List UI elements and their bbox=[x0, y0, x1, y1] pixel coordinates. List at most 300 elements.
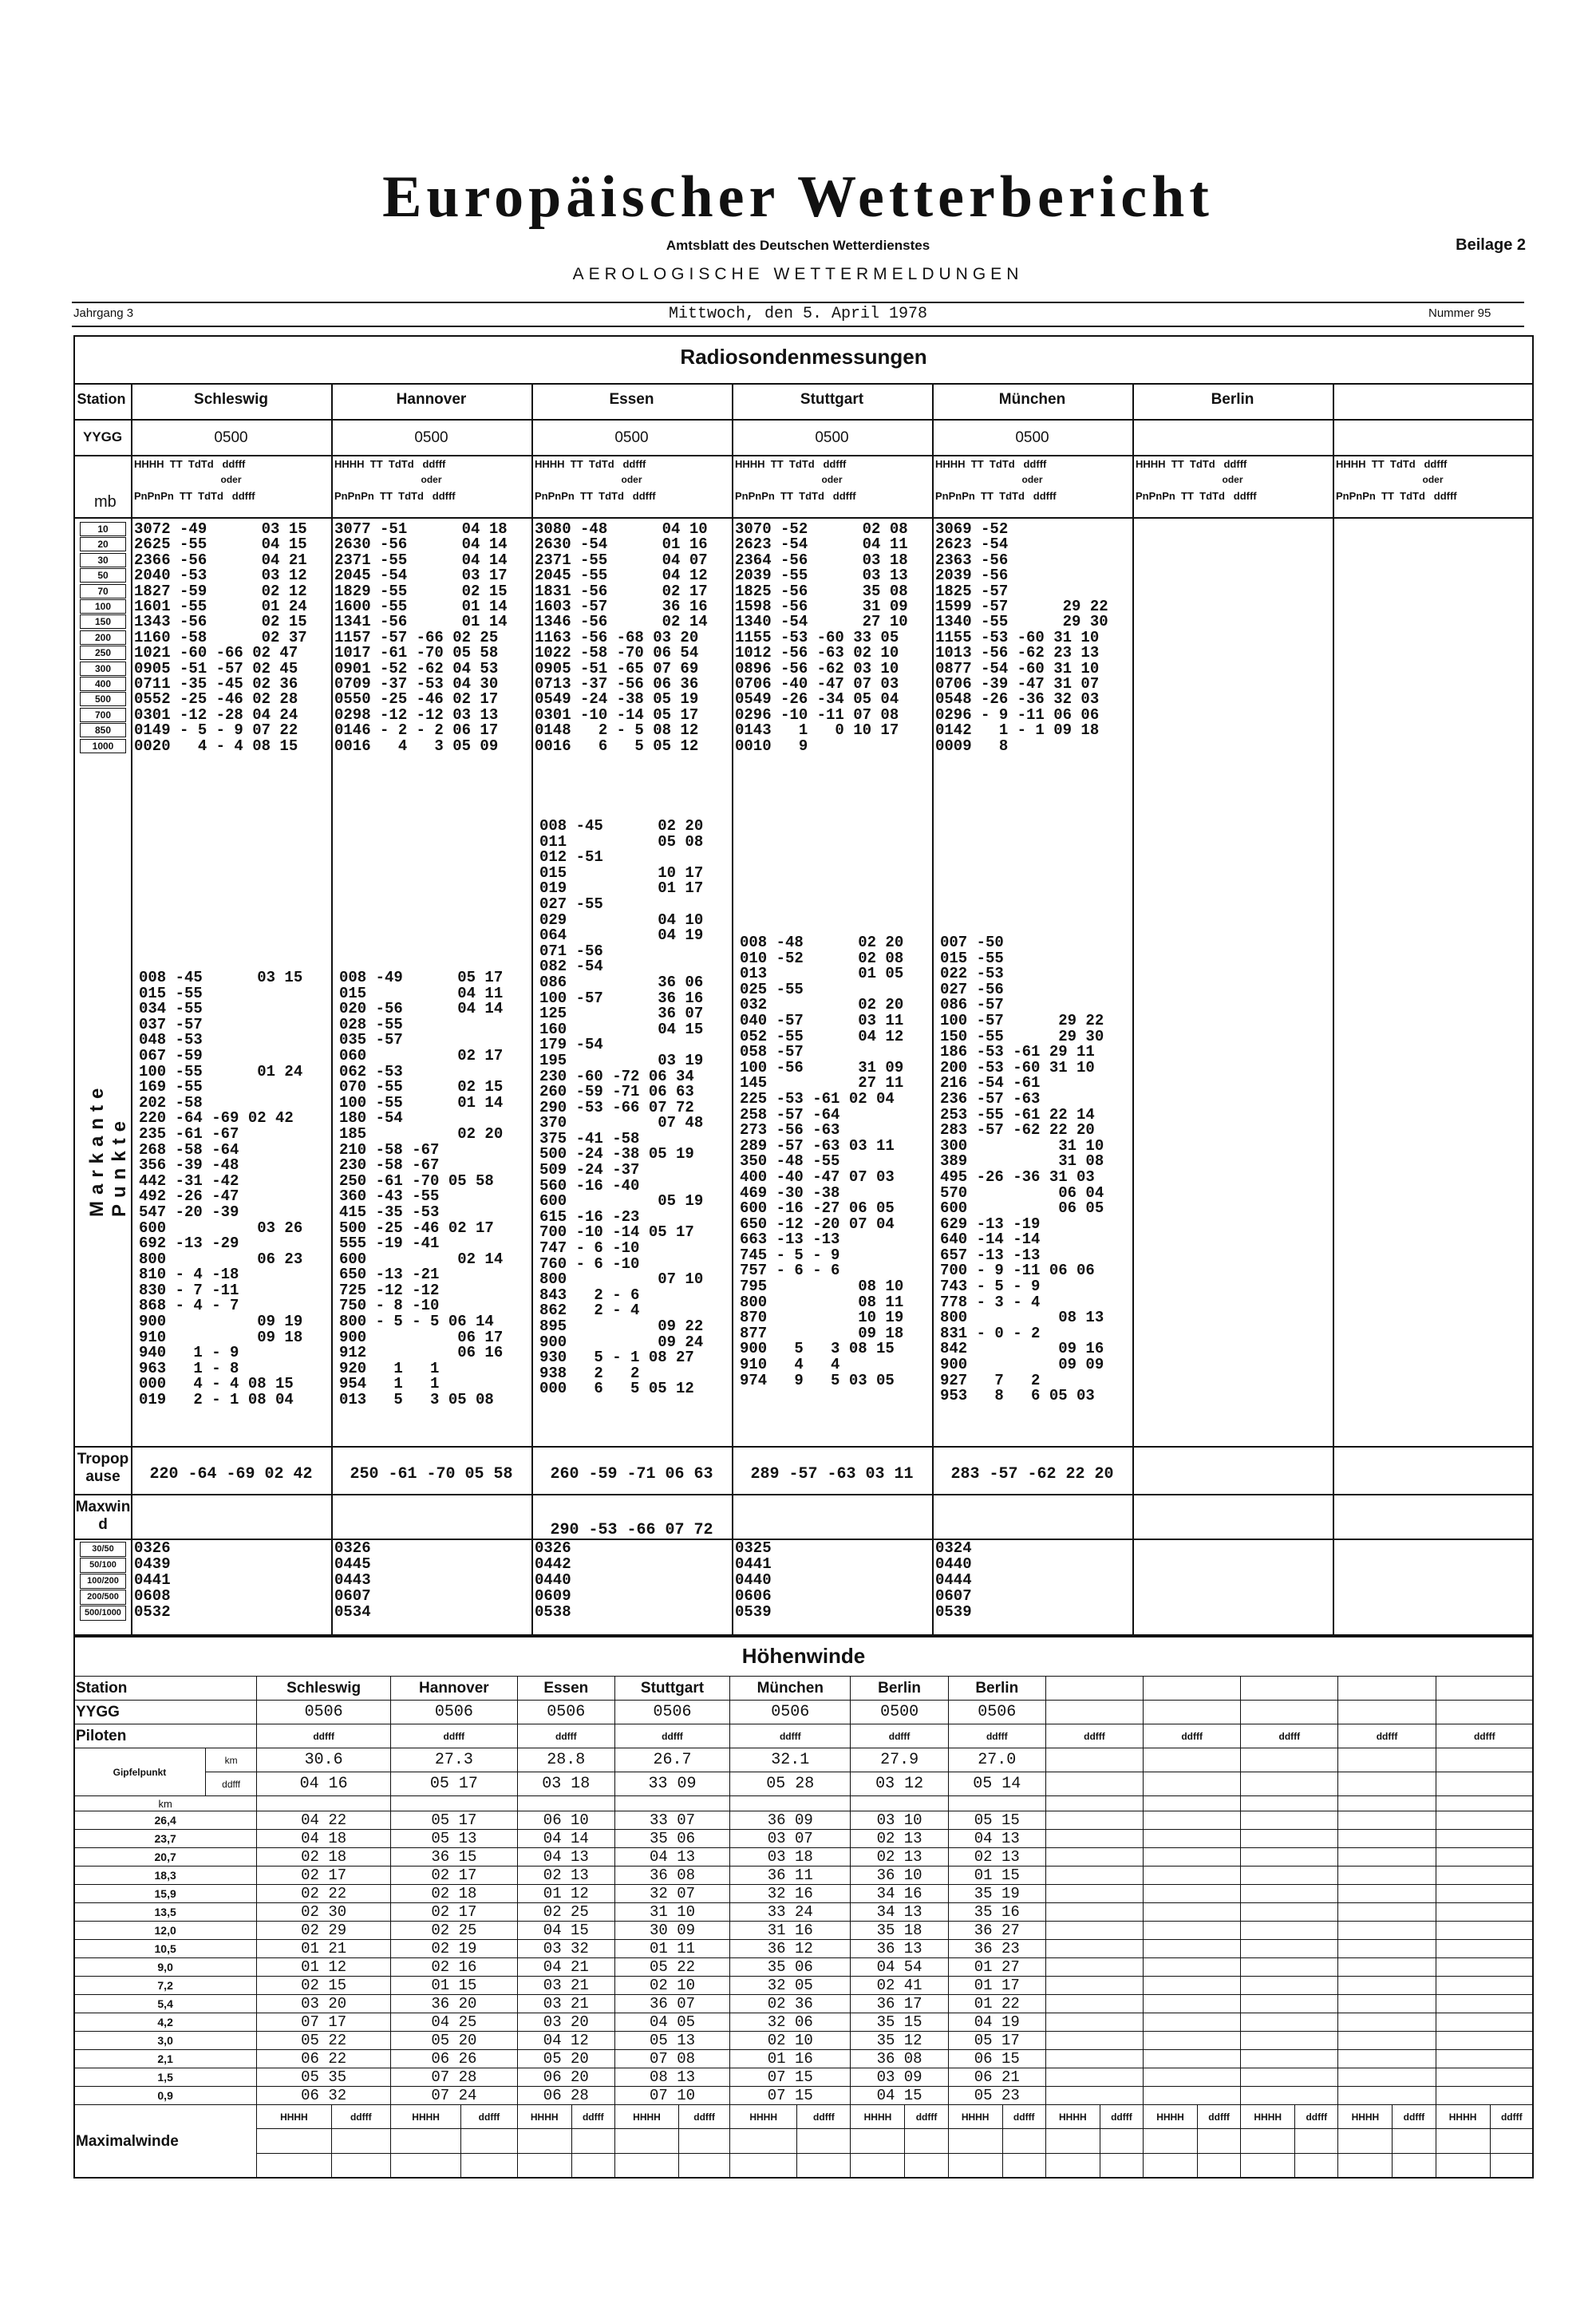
spacer-cell bbox=[391, 1796, 518, 1811]
yygg-value: 0500 bbox=[851, 1701, 948, 1724]
pressure-level: 1000 bbox=[80, 739, 126, 753]
ddfff-label: ddfff bbox=[391, 1724, 518, 1748]
wind-value: 36 09 bbox=[730, 1811, 851, 1830]
wind-value: 35 19 bbox=[948, 1885, 1045, 1903]
empty-cell bbox=[461, 2154, 517, 2179]
wind-value: 32 05 bbox=[730, 1977, 851, 1995]
gipfel-km: 26.7 bbox=[614, 1748, 729, 1772]
pressure-level: 250 bbox=[80, 646, 126, 660]
col-head: PnPnPn TT TdTd ddfff bbox=[1136, 490, 1257, 502]
yygg-value bbox=[1338, 1701, 1436, 1724]
wind-value: 02 13 bbox=[851, 1830, 948, 1848]
col-head: PnPnPn TT TdTd ddfff bbox=[735, 490, 856, 502]
empty-cell bbox=[1198, 2154, 1241, 2179]
gipfel-ddfff bbox=[1338, 1772, 1436, 1796]
ddfff-label: ddfff bbox=[730, 1724, 851, 1748]
empty-cell bbox=[851, 2129, 905, 2154]
empty-cell bbox=[257, 2129, 331, 2154]
wind-value: 36 11 bbox=[730, 1867, 851, 1885]
empty-cell bbox=[948, 2129, 1002, 2154]
empty-cell bbox=[391, 2129, 461, 2154]
wind-value: 06 20 bbox=[517, 2068, 614, 2087]
maximal-row bbox=[74, 2154, 1534, 2179]
hhhh-label: HHHH bbox=[517, 2105, 571, 2129]
header-rule-top bbox=[72, 302, 1524, 303]
rule bbox=[1132, 383, 1134, 1636]
wind-value bbox=[1241, 1958, 1338, 1977]
wind-value: 04 18 bbox=[257, 1830, 391, 1848]
wind-value bbox=[1045, 1922, 1143, 1940]
wind-level-row bbox=[74, 1885, 1534, 1903]
wind-value bbox=[1045, 1903, 1143, 1922]
wind-value bbox=[1338, 2032, 1436, 2050]
ddfff-label: ddfff bbox=[1490, 2105, 1533, 2129]
wind-level: 0,9 bbox=[74, 2087, 257, 2105]
markante-punkte-data: 008 -45 02 20 011 05 08 012 -51 015 10 17 019 01 17 027 -55 029 04 10 064 04 19 071 -56 082 -54 086 36 06 100 -57 36 16 125 36 07 160 04 15 179 -54 195 03 19 230 -60 -72 06 34 260 -59 -71 06 63 290 -53 -66 07 72 370 07 48 375 -41 -58 500 -24 -38 05 19 509 -24 -37 560 -16 -40 600 05 19 615 -16 -23 700 -10 -14 05 17 747 - 6 -10 760 - 6 -10 800 07 10 843 2 - 6 862 2 - 4 895 09 22 900 09 24 930 5 - 1 08 27 938 2 2 000 6 5 05 12 bbox=[539, 817, 704, 1398]
gipfel-km bbox=[1241, 1748, 1338, 1772]
pressure-level: 400 bbox=[80, 677, 126, 691]
wind-value: 02 36 bbox=[730, 1995, 851, 2013]
wind-value bbox=[1436, 2050, 1533, 2068]
empty-cell bbox=[1045, 2154, 1100, 2179]
yygg-label: YYGG bbox=[83, 429, 123, 444]
wind-value bbox=[1144, 1995, 1241, 2013]
wind-level: 15,9 bbox=[74, 1885, 257, 1903]
wind-value: 06 32 bbox=[257, 2087, 391, 2105]
empty-cell bbox=[1295, 2154, 1338, 2179]
wind-value bbox=[1241, 1977, 1338, 1995]
wind-value: 06 21 bbox=[948, 2068, 1045, 2087]
gipfel-dd-row bbox=[74, 1772, 1534, 1796]
empty-cell bbox=[1338, 2154, 1393, 2179]
ddfff-label: ddfff bbox=[331, 2105, 390, 2129]
wind-level-row bbox=[74, 2068, 1534, 2087]
wind-value: 33 24 bbox=[730, 1903, 851, 1922]
wind-value: 07 08 bbox=[614, 2050, 729, 2068]
wind-value: 05 23 bbox=[948, 2087, 1045, 2105]
rule bbox=[73, 455, 1534, 456]
gipfel-ddfff bbox=[1436, 1772, 1533, 1796]
yygg-value: 0506 bbox=[730, 1701, 851, 1724]
km-label: km bbox=[74, 1796, 257, 1811]
markante-punkte-data: 007 -50 015 -55 022 -53 027 -56 086 -57 100 -57 29 22 150 -55 29 30 186 -53 -61 29 11 200 -53 -60 31 10 216 -54 -61 236 -57 -63 253 -55 -61 22 14 283 -57 -62 22 20 300 31 10 389 31 08 495 -26 -36 31 03 570 06 04 600 06 05 629 -13 -19 640 -14 -14 657 -13 -13 700 - 9 -11 06 06 743 - 5 - 9 778 - 3 - 4 800 08 13 831 - 0 - 2 842 09 16 900 09 09 927 7 2 953 8 6 05 03 bbox=[940, 934, 1104, 1405]
gipfel-km: 27.9 bbox=[851, 1748, 948, 1772]
col-head: PnPnPn TT TdTd ddfff bbox=[1336, 490, 1457, 502]
wind-value: 07 24 bbox=[391, 2087, 518, 2105]
wind-value: 02 25 bbox=[517, 1903, 614, 1922]
wind-level-row bbox=[74, 1848, 1534, 1867]
gipfel-km: 30.6 bbox=[257, 1748, 391, 1772]
wind-value bbox=[1436, 2087, 1533, 2105]
issue-number: Nummer 95 bbox=[1428, 306, 1491, 320]
wind-value: 02 19 bbox=[391, 1940, 518, 1958]
spacer-cell bbox=[1338, 1796, 1436, 1811]
wind-value: 04 54 bbox=[851, 1958, 948, 1977]
rule bbox=[131, 383, 132, 1636]
thickness-data: 0326 0445 0443 0607 0534 bbox=[334, 1539, 371, 1621]
wind-value bbox=[1241, 2087, 1338, 2105]
empty-cell bbox=[905, 2129, 948, 2154]
hhhh-label: HHHH bbox=[614, 2105, 678, 2129]
ddfff-label: ddfff bbox=[905, 2105, 948, 2129]
ddfff-label: ddfff bbox=[1144, 1724, 1241, 1748]
station-name bbox=[1144, 1677, 1241, 1701]
markante-punkte-data: 008 -45 03 15 015 -55 034 -55 037 -57 048 -53 067 -59 100 -55 01 24 169 -55 202 -58 220 -64 -69 02 42 235 -61 -67 268 -58 -64 356 -39 -48 442 -31 -42 492 -26 -47 547 -20 -39 600 03 26 692 -13 -29 800 06 23 810 - 4 -18 830 - 7 -11 868 - 4 - 7 900 09 19 910 09 18 940 1 - 9 963 1 - 8 000 4 - 4 08 15 019 2 - 1 08 04 bbox=[139, 969, 303, 1409]
rule bbox=[732, 383, 733, 1636]
issue-date: Mittwoch, den 5. April 1978 bbox=[669, 305, 928, 323]
wind-value bbox=[1338, 1811, 1436, 1830]
col-head: HHHH TT TdTd ddfff bbox=[1336, 458, 1448, 470]
hoehenwinde-title: Höhenwinde bbox=[741, 1644, 866, 1668]
gipfel-ddfff: 05 17 bbox=[391, 1772, 518, 1796]
wind-value: 05 17 bbox=[948, 2032, 1045, 2050]
col-head: PnPnPn TT TdTd ddfff bbox=[535, 490, 656, 502]
yygg-value: 0506 bbox=[391, 1701, 518, 1724]
ddfff-label: ddfff bbox=[257, 1724, 391, 1748]
wind-value: 01 12 bbox=[517, 1885, 614, 1903]
wind-value bbox=[1338, 1903, 1436, 1922]
wind-value: 01 22 bbox=[948, 1995, 1045, 2013]
empty-cell bbox=[1338, 2129, 1393, 2154]
rule bbox=[1333, 383, 1334, 1636]
wind-value: 36 10 bbox=[851, 1867, 948, 1885]
empty-cell bbox=[1100, 2129, 1143, 2154]
wind-value bbox=[1241, 1811, 1338, 1830]
maximalwinde-label: Maximalwinde bbox=[74, 2105, 257, 2179]
radiosonde-title: Radiosondenmessungen bbox=[680, 345, 927, 369]
wind-level-row bbox=[74, 1867, 1534, 1885]
wind-value: 04 21 bbox=[517, 1958, 614, 1977]
gipfel-km: 28.8 bbox=[517, 1748, 614, 1772]
ddfff-label: ddfff bbox=[1338, 1724, 1436, 1748]
hhhh-label: HHHH bbox=[1338, 2105, 1393, 2129]
wind-value bbox=[1144, 1830, 1241, 1848]
piloten-label: Piloten bbox=[74, 1724, 257, 1748]
empty-cell bbox=[571, 2154, 614, 2179]
wind-value bbox=[1436, 1830, 1533, 1848]
ddfff-label: ddfff bbox=[205, 1772, 256, 1796]
station-name: Essen bbox=[609, 391, 654, 408]
empty-cell bbox=[1002, 2154, 1045, 2179]
wind-value: 05 13 bbox=[614, 2032, 729, 2050]
empty-cell bbox=[1393, 2154, 1436, 2179]
gipfel-km: 27.0 bbox=[948, 1748, 1045, 1772]
wind-value bbox=[1241, 2068, 1338, 2087]
gipfel-km: 32.1 bbox=[730, 1748, 851, 1772]
wind-value: 04 05 bbox=[614, 2013, 729, 2032]
wind-value: 04 25 bbox=[391, 2013, 518, 2032]
wind-value: 01 15 bbox=[391, 1977, 518, 1995]
wind-value: 03 20 bbox=[257, 1995, 391, 2013]
rule bbox=[73, 517, 1534, 519]
wind-value bbox=[1144, 1940, 1241, 1958]
standard-levels-data: 3072 -49 03 15 2625 -55 04 15 2366 -56 04 21 2040 -53 03 12 1827 -59 02 12 1601 -55 01 24 1343 -56 02 15 1160 -58 02 37 1021 -60 -66 02 47 0905 -51 -57 02 45 0711 -35 -45 02 36 0552 -25 -46 02 28 0301 -12 -28 04 24 0149 - 5 - 9 07 22 0020 4 - 4 08 15 bbox=[134, 520, 307, 755]
col-head: HHHH TT TdTd ddfff bbox=[1136, 458, 1247, 470]
yygg-value: 0500 bbox=[614, 429, 649, 446]
empty-cell bbox=[614, 2154, 678, 2179]
wind-value bbox=[1436, 1811, 1533, 1830]
station-name: München bbox=[730, 1677, 851, 1701]
wind-value: 01 12 bbox=[257, 1958, 391, 1977]
wind-value: 32 06 bbox=[730, 2013, 851, 2032]
wind-value bbox=[1338, 1830, 1436, 1848]
wind-value: 35 16 bbox=[948, 1903, 1045, 1922]
thickness-data: 0324 0440 0444 0607 0539 bbox=[935, 1539, 972, 1621]
wind-value: 04 13 bbox=[614, 1848, 729, 1867]
empty-cell bbox=[1100, 2154, 1143, 2179]
empty-cell bbox=[730, 2129, 797, 2154]
thickness-data: 0325 0441 0440 0606 0539 bbox=[735, 1539, 772, 1621]
wind-value: 03 09 bbox=[851, 2068, 948, 2087]
wind-value bbox=[1144, 1977, 1241, 1995]
wind-value: 35 06 bbox=[614, 1830, 729, 1848]
gipfel-km: 27.3 bbox=[391, 1748, 518, 1772]
wind-value bbox=[1241, 2032, 1338, 2050]
empty-cell bbox=[331, 2154, 390, 2179]
wind-value: 36 17 bbox=[851, 1995, 948, 2013]
wind-value bbox=[1338, 2087, 1436, 2105]
maxwind-data: 290 -53 -66 07 72 bbox=[550, 1521, 713, 1539]
standard-levels-data: 3080 -48 04 10 2630 -54 01 16 2371 -55 04 07 2045 -55 04 12 1831 -56 02 17 1603 -57 36 16 1346 -56 02 14 1163 -56 -68 03 20 1022 -58 -70 06 54 0905 -51 -65 07 69 0713 -37 -56 06 36 0549 -24 -38 05 19 0301 -10 -14 05 17 0148 2 - 5 08 12 0016 6 5 05 12 bbox=[535, 520, 708, 755]
gipfel-km bbox=[1144, 1748, 1241, 1772]
spacer-cell bbox=[257, 1796, 391, 1811]
wind-value bbox=[1045, 2068, 1143, 2087]
station-name: Schleswig bbox=[257, 1677, 391, 1701]
wind-value: 02 25 bbox=[391, 1922, 518, 1940]
markante-punkte-data: 008 -48 02 20 010 -52 02 08 013 01 05 025 -55 032 02 20 040 -57 03 11 052 -55 04 12 058 -57 100 -56 31 09 145 27 11 225 -53 -61 02 04 258 -57 -64 273 -56 -63 289 -57 -63 03 11 350 -48 -55 400 -40 -47 07 03 469 -30 -38 600 -16 -27 06 05 650 -12 -20 07 04 663 -13 -13 745 - 5 - 9 757 - 6 - 6 795 08 10 800 08 11 870 10 19 877 09 18 900 5 3 08 15 910 4 4 974 9 5 03 05 bbox=[740, 934, 904, 1389]
wind-level: 12,0 bbox=[74, 1922, 257, 1940]
standard-levels-data: 3070 -52 02 08 2623 -54 04 11 2364 -56 03 18 2039 -55 03 13 1825 -56 35 08 1598 -56 31 09 1340 -54 27 10 1155 -53 -60 33 05 1012 -56 -63 02 10 0896 -56 -62 03 10 0706 -40 -47 07 03 0549 -26 -34 05 04 0296 -10 -11 07 08 0143 1 0 10 17 0010 9 bbox=[735, 520, 908, 755]
wind-value bbox=[1338, 2013, 1436, 2032]
gipfel-km bbox=[1338, 1748, 1436, 1772]
wind-level-row bbox=[74, 1830, 1534, 1848]
rule bbox=[73, 419, 1534, 421]
hhhh-label: HHHH bbox=[948, 2105, 1002, 2129]
ddfff-label: ddfff bbox=[1198, 2105, 1241, 2129]
empty-cell bbox=[1393, 2129, 1436, 2154]
yygg-value: 0506 bbox=[257, 1701, 391, 1724]
tropopause-data: 289 -57 -63 03 11 bbox=[750, 1465, 914, 1483]
wind-level-row bbox=[74, 1903, 1534, 1922]
rule bbox=[331, 383, 333, 1636]
station-name: Stuttgart bbox=[614, 1677, 729, 1701]
wind-value: 02 10 bbox=[730, 2032, 851, 2050]
hhhh-label: HHHH bbox=[391, 2105, 461, 2129]
empty-cell bbox=[1295, 2129, 1338, 2154]
wind-value bbox=[1241, 1867, 1338, 1885]
empty-cell bbox=[1144, 2129, 1198, 2154]
yygg-value: 0500 bbox=[1015, 429, 1049, 446]
subtitle: Amtsblatt des Deutschen Wetterdienstes bbox=[666, 238, 930, 253]
station-name: Hannover bbox=[396, 391, 467, 408]
col-head: PnPnPn TT TdTd ddfff bbox=[935, 490, 1057, 502]
gipfel-ddfff bbox=[1045, 1772, 1143, 1796]
empty-cell bbox=[331, 2129, 390, 2154]
wind-value: 01 16 bbox=[730, 2050, 851, 2068]
wind-value bbox=[1241, 1922, 1338, 1940]
yygg-row bbox=[74, 1701, 1534, 1724]
wind-value bbox=[1144, 1885, 1241, 1903]
tropopause-data: 220 -64 -69 02 42 bbox=[149, 1465, 313, 1483]
ddfff-label: ddfff bbox=[461, 2105, 517, 2129]
tropopause-label: Tropopause bbox=[77, 1451, 129, 1485]
wind-level-row bbox=[74, 2050, 1534, 2068]
hhhh-label: HHHH bbox=[730, 2105, 797, 2129]
wind-value: 36 23 bbox=[948, 1940, 1045, 1958]
empty-cell bbox=[517, 2154, 571, 2179]
wind-level: 26,4 bbox=[74, 1811, 257, 1830]
wind-level-row bbox=[74, 1940, 1534, 1958]
wind-value bbox=[1338, 1995, 1436, 2013]
wind-value bbox=[1045, 2032, 1143, 2050]
wind-value: 04 14 bbox=[517, 1830, 614, 1848]
empty-cell bbox=[797, 2129, 851, 2154]
thickness-level: 50/100 bbox=[80, 1558, 126, 1573]
empty-cell bbox=[391, 2154, 461, 2179]
wind-value: 34 13 bbox=[851, 1903, 948, 1922]
header-rule-bottom bbox=[72, 326, 1524, 327]
thickness-level: 100/200 bbox=[80, 1574, 126, 1589]
pressure-level: 700 bbox=[80, 708, 126, 722]
wind-value bbox=[1045, 2050, 1143, 2068]
gipfel-ddfff: 03 12 bbox=[851, 1772, 948, 1796]
wind-level: 23,7 bbox=[74, 1830, 257, 1848]
wind-value bbox=[1436, 1848, 1533, 1867]
station-name: München bbox=[998, 391, 1066, 408]
wind-value: 07 28 bbox=[391, 2068, 518, 2087]
hhhh-label: HHHH bbox=[1241, 2105, 1295, 2129]
wind-value: 02 17 bbox=[257, 1867, 391, 1885]
wind-value: 01 17 bbox=[948, 1977, 1045, 1995]
wind-value bbox=[1241, 1848, 1338, 1867]
wind-value bbox=[1241, 1885, 1338, 1903]
wind-value bbox=[1436, 2013, 1533, 2032]
wind-value: 05 35 bbox=[257, 2068, 391, 2087]
gipfel-km bbox=[1045, 1748, 1143, 1772]
wind-value bbox=[1144, 1922, 1241, 1940]
wind-value bbox=[1045, 1811, 1143, 1830]
wind-value: 02 41 bbox=[851, 1977, 948, 1995]
pressure-level: 150 bbox=[80, 614, 126, 629]
col-head: oder bbox=[621, 474, 642, 485]
wind-level: 20,7 bbox=[74, 1848, 257, 1867]
wind-level-row bbox=[74, 1995, 1534, 2013]
wind-value bbox=[1241, 2050, 1338, 2068]
spacer-cell bbox=[1045, 1796, 1143, 1811]
col-head: oder bbox=[220, 474, 242, 485]
wind-value bbox=[1045, 1848, 1143, 1867]
wind-value: 36 12 bbox=[730, 1940, 851, 1958]
empty-cell bbox=[1490, 2129, 1533, 2154]
wind-value: 02 15 bbox=[257, 1977, 391, 1995]
wind-value bbox=[1144, 2087, 1241, 2105]
wind-value: 01 15 bbox=[948, 1867, 1045, 1885]
wind-value: 06 28 bbox=[517, 2087, 614, 2105]
pressure-level: 300 bbox=[80, 662, 126, 676]
empty-cell bbox=[797, 2154, 851, 2179]
wind-value bbox=[1338, 1958, 1436, 1977]
wind-value bbox=[1436, 1885, 1533, 1903]
wind-value: 07 15 bbox=[730, 2068, 851, 2087]
wind-level: 13,5 bbox=[74, 1903, 257, 1922]
wind-level: 3,0 bbox=[74, 2032, 257, 2050]
ddfff-label: ddfff bbox=[1393, 2105, 1436, 2129]
wind-level-row bbox=[74, 2032, 1534, 2050]
thickness-level: 200/500 bbox=[80, 1590, 126, 1605]
hhhh-label: HHHH bbox=[851, 2105, 905, 2129]
wind-value bbox=[1144, 1903, 1241, 1922]
empty-cell bbox=[679, 2129, 730, 2154]
wind-value bbox=[1338, 1848, 1436, 1867]
wind-value bbox=[1338, 1940, 1436, 1958]
wind-value: 36 27 bbox=[948, 1922, 1045, 1940]
wind-value bbox=[1241, 1830, 1338, 1848]
col-head: oder bbox=[421, 474, 442, 485]
rule bbox=[73, 1446, 1534, 1448]
col-head: HHHH TT TdTd ddfff bbox=[134, 458, 246, 470]
ddfff-label: ddfff bbox=[1436, 1724, 1533, 1748]
col-head: HHHH TT TdTd ddfff bbox=[935, 458, 1047, 470]
wind-value: 02 16 bbox=[391, 1958, 518, 1977]
ddfff-label: ddfff bbox=[1241, 1724, 1338, 1748]
wind-value: 01 27 bbox=[948, 1958, 1045, 1977]
ddfff-label: ddfff bbox=[851, 1724, 948, 1748]
empty-cell bbox=[1241, 2129, 1295, 2154]
wind-value bbox=[1241, 2013, 1338, 2032]
empty-cell bbox=[1144, 2154, 1198, 2179]
wind-value: 06 26 bbox=[391, 2050, 518, 2068]
wind-value bbox=[1144, 2032, 1241, 2050]
gipfel-ddfff: 05 28 bbox=[730, 1772, 851, 1796]
km-header-row bbox=[74, 1796, 1534, 1811]
ddfff-label: ddfff bbox=[1100, 2105, 1143, 2129]
wind-value bbox=[1436, 2068, 1533, 2087]
wind-value: 32 16 bbox=[730, 1885, 851, 1903]
empty-cell bbox=[679, 2154, 730, 2179]
wind-value: 36 15 bbox=[391, 1848, 518, 1867]
page-title: Europäischer Wetterbericht bbox=[382, 164, 1214, 230]
gipfel-ddfff bbox=[1144, 1772, 1241, 1796]
pressure-level: 20 bbox=[80, 537, 126, 551]
wind-value: 07 17 bbox=[257, 2013, 391, 2032]
pressure-level: 850 bbox=[80, 723, 126, 737]
gipfel-ddfff: 03 18 bbox=[517, 1772, 614, 1796]
wind-value: 04 19 bbox=[948, 2013, 1045, 2032]
thickness-level: 30/50 bbox=[80, 1542, 126, 1557]
thickness-data: 0326 0439 0441 0608 0532 bbox=[134, 1539, 171, 1621]
wind-level: 9,0 bbox=[74, 1958, 257, 1977]
standard-levels-data: 3069 -52 2623 -54 2363 -56 2039 -56 1825 -57 1599 -57 29 22 1340 -55 29 30 1155 -53 -60 31 10 1013 -56 -62 23 13 0877 -54 -60 31 10 0706 -39 -47 31 07 0548 -26 -36 32 03 0296 - 9 -11 06 06 0142 1 - 1 09 18 0009 8 bbox=[935, 520, 1108, 755]
empty-cell bbox=[730, 2154, 797, 2179]
wind-value: 35 18 bbox=[851, 1922, 948, 1940]
rule bbox=[73, 1494, 1534, 1495]
empty-cell bbox=[1436, 2154, 1490, 2179]
wind-value: 36 20 bbox=[391, 1995, 518, 2013]
spacer-cell bbox=[1144, 1796, 1241, 1811]
jahrgang-label: Jahrgang 3 bbox=[73, 306, 134, 320]
wind-value: 03 10 bbox=[851, 1811, 948, 1830]
wind-value: 01 21 bbox=[257, 1940, 391, 1958]
col-head: oder bbox=[1222, 474, 1243, 485]
gipfel-ddfff: 33 09 bbox=[614, 1772, 729, 1796]
empty-cell bbox=[905, 2154, 948, 2179]
rule bbox=[531, 383, 533, 1636]
wind-value: 06 15 bbox=[948, 2050, 1045, 2068]
wind-value bbox=[1241, 1995, 1338, 2013]
tropopause-data: 283 -57 -62 22 20 bbox=[950, 1465, 1114, 1483]
wind-value bbox=[1436, 1922, 1533, 1940]
wind-level-row bbox=[74, 1977, 1534, 1995]
